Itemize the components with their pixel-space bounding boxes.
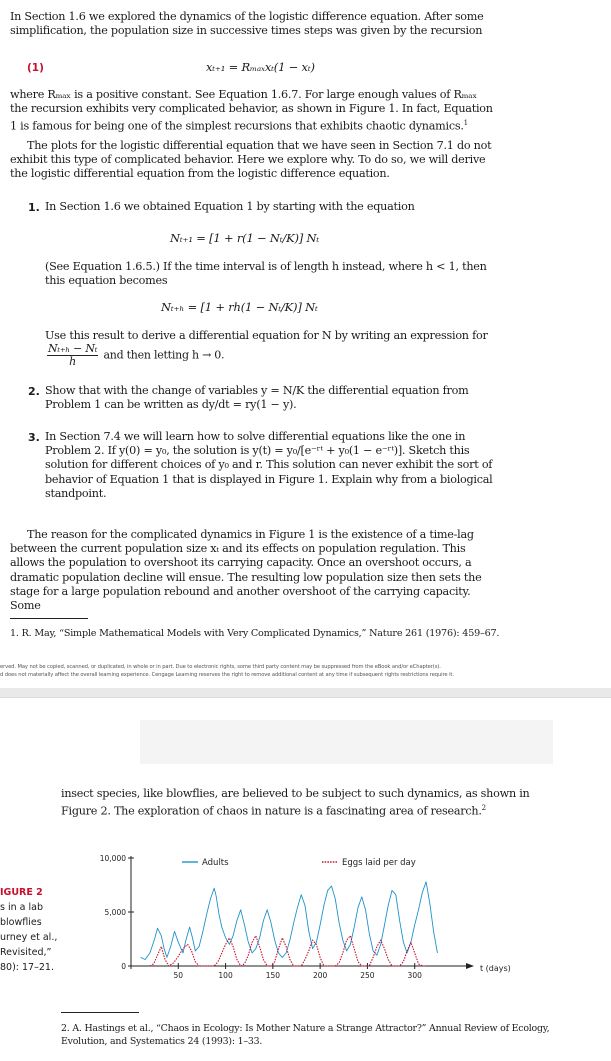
problem-1-equation-b: Nₜ₊ₕ = [1 + rh(1 − Nₜ/K)] Nₜ bbox=[161, 300, 318, 314]
x-tick-label: 300 bbox=[407, 971, 422, 980]
footnote-rule bbox=[10, 618, 88, 619]
legend-adults-label: Adults bbox=[202, 858, 229, 868]
problem-1-equation-a: Nₜ₊₁ = [1 + r(1 − Nₜ/K)] Nₜ bbox=[170, 231, 320, 245]
caption-line: blowflies bbox=[0, 917, 42, 928]
caption-line: urney et al., bbox=[0, 932, 58, 943]
x-tick-label: 100 bbox=[218, 971, 233, 980]
plots-paragraph: The plots for the logistic differential equation that we have seen in Section 7.1 do not exhibit this type of complicated behavior. Here we explore why. To do so, we will derive the logistic differential equation from the logistic difference equation. bbox=[10, 139, 492, 181]
problem-3-number: 3. bbox=[28, 431, 40, 444]
blowfly-population-chart bbox=[90, 848, 520, 988]
x-tick-label: 250 bbox=[360, 971, 375, 980]
equation-1: xₜ₊₁ = Rₘₐₓxₜ(1 − xₜ) bbox=[206, 60, 315, 74]
x-axis-arrow bbox=[466, 963, 474, 969]
problem-1-text-a: In Section 1.6 we obtained Equation 1 by starting with the equation bbox=[45, 200, 415, 213]
textbook-page-2 bbox=[0, 697, 611, 1061]
where-paragraph: where Rₘₐₓ is a positive constant. See Equation 1.6.7. For large enough values of Rₘₐₓ the recursion exhibits very complicated behavior, as shown in Figure 1. In fact, Equation 1 is famous for being one of the simplest recursions that exhibits chaotic dynamics.$^1$ bbox=[10, 88, 493, 134]
reason-paragraph: The reason for the complicated dynamics in Figure 1 is the existence of a time-lag between the current population size xₜ and its effects on population regulation. This allows the population to overshoot its carrying capacity. Once an overshoot occurs, a dramatic population decline will ensue. The resulting low population size then sets the stage for a large population rebound and another overshoot of the carrying capacity. Some bbox=[10, 528, 482, 613]
figure-2-title: IGURE 2 bbox=[0, 887, 43, 898]
caption-line: s in a lab bbox=[0, 902, 43, 913]
y-tick-label: 0 bbox=[121, 962, 126, 971]
eggs-series-line bbox=[150, 936, 426, 966]
problem-1-fraction-line: $\frac{\text{Nₜ₊ₕ − Nₜ}}{h}$ and then letting h → 0. bbox=[48, 342, 225, 368]
problem-1-text-b: (See Equation 1.6.5.) If the time interval is of length h instead, where h < 1, then this equation becomes bbox=[45, 260, 487, 288]
problem-1-text-c: Use this result to derive a differential equation for N by writing an expression for bbox=[45, 329, 488, 342]
problem-1-number: 1. bbox=[28, 201, 40, 214]
caption-line: Revisited,” bbox=[0, 947, 52, 958]
copyright-notice-line-2: d does not materially affect the overall learning experience. Cengage Learning reserves the right to remove additional content at any time if subsequent rights restrictions require it. bbox=[0, 672, 454, 678]
equation-1-label: (1) bbox=[27, 62, 44, 74]
adults-series-line bbox=[141, 882, 438, 960]
blank-header-box bbox=[140, 720, 553, 764]
copyright-notice-line-1: erved. May not be copied, scanned, or duplicated, in whole or in part. Due to electronic rights, some third party content may be suppressed from the eBook and/or eChapter(s). bbox=[0, 664, 441, 670]
page-separator bbox=[0, 688, 611, 697]
footnote-1: 1. R. May, “Simple Mathematical Models with Very Complicated Dynamics,” Nature 261 (1976): 459–67. bbox=[10, 628, 500, 639]
x-axis-label: t (days) bbox=[480, 964, 511, 973]
x-tick-label: 200 bbox=[312, 971, 328, 980]
x-tick-label: 50 bbox=[173, 971, 184, 980]
x-tick-label: 150 bbox=[265, 971, 281, 980]
intro-paragraph: In Section 1.6 we explored the dynamics of the logistic difference equation. After some simplification, the population size in successive times steps was given by the recursion bbox=[10, 10, 484, 38]
y-tick-label: 10,000 bbox=[99, 854, 126, 863]
difference-quotient: $\frac{\text{Nₜ₊ₕ − Nₜ}}{h}$ bbox=[48, 342, 98, 368]
problem-3-text: In Section 7.4 we will learn how to solve differential equations like the one in Problem 2. If y(0) = y₀, the solution is y(t) = y₀/[e⁻ʳᵗ + y₀(1 − e⁻ʳᵗ)]. Sketch this solution for different choices of y₀ and r. This solution can never exhibit the sort of behavior of Equation 1 that is displayed in Figure 1. Explain why from a biological standpoint. bbox=[45, 430, 493, 500]
footnote-2: 2. A. Hastings et al., “Chaos in Ecology: Is Mother Nature a Strange Attractor?” Annual Review of Ecology, Evolution, and Systematics 24 (1993): 1–33. bbox=[61, 1023, 550, 1047]
problem-2-text: Show that with the change of variables y = N/K the differential equation from Problem 1 can be written as dy/dt = ry(1 − y). bbox=[45, 384, 469, 412]
y-tick-label: 5,000 bbox=[104, 908, 126, 917]
problem-2-number: 2. bbox=[28, 385, 40, 398]
insect-paragraph: insect species, like blowflies, are believed to be subject to such dynamics, as shown in Figure 2. The exploration of chaos in nature is a fascinating area of research.$^2$ bbox=[61, 787, 530, 818]
caption-line: 80): 17–21. bbox=[0, 962, 54, 973]
legend-eggs-label: Eggs laid per day bbox=[342, 858, 416, 868]
footnote-2-rule bbox=[61, 1012, 139, 1013]
